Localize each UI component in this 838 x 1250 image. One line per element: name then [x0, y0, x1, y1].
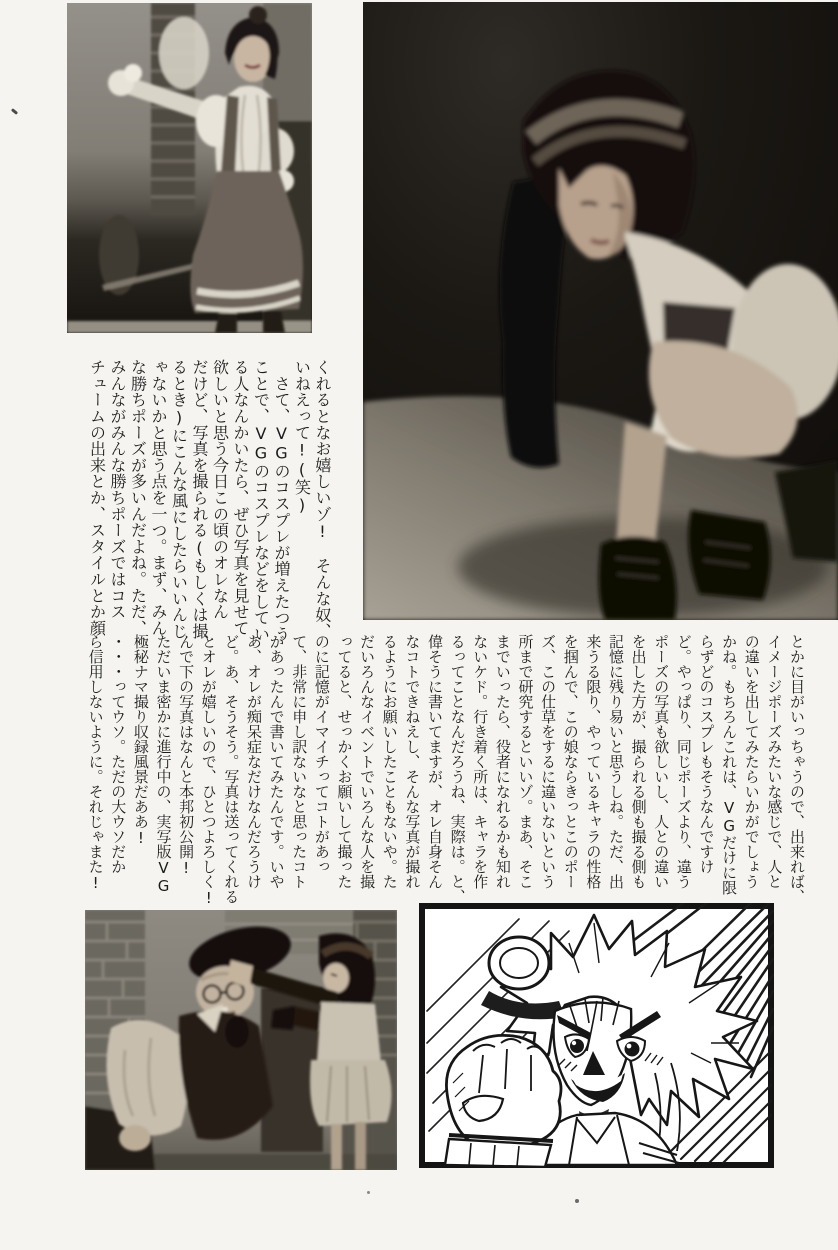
photo-comedy-chop [85, 910, 397, 1170]
text-column: ど。やっぱり、同じポーズより、違う [674, 634, 693, 889]
text-block-lower [80, 634, 804, 906]
text-column: 欲しいと思う今日この頃のオレなん [210, 359, 230, 620]
text-column: くれるとなお嬉しいゾ! そんな奴、 [313, 359, 332, 640]
text-column: イメージポーズみたいな感じで、人と [765, 634, 784, 889]
text-column: ・・・ってウソ。ただの大ウソだか [109, 634, 128, 874]
text-column: の違いを出してみたらいかがでしょう [742, 634, 761, 889]
text-block-upper [84, 359, 332, 643]
text-column: なコトできねえし、そんな写真が撮れ [403, 634, 422, 889]
photo-cosplayer-crouch-art [363, 2, 838, 620]
text-column: ゃないかと思う点を一つ。まず、みん [149, 359, 168, 637]
text-column: ズ、この仕草をするに違いないという [539, 634, 558, 889]
manga-panel [419, 903, 774, 1168]
text-column: ただいま密かに進行中の、実写版VG [154, 634, 173, 895]
photo-cosplayer-punch [67, 3, 312, 333]
text-column: だいろんなイベントでいろんな人を撮 [358, 634, 377, 889]
text-column: るってことなんだろうね、実際は。と、 [448, 634, 467, 904]
photo-cosplayer-crouch [363, 2, 838, 620]
scan-speck [11, 108, 18, 115]
text-column: とかに目がいっちゃうので、出来れば、 [788, 634, 806, 904]
text-column: ないケド。行き着く所は、キャラを作 [471, 634, 490, 889]
text-column: んで下の写真はなんと本邦初公開! [177, 634, 196, 877]
text-column: ら信用しないように。それじゃまた! [86, 634, 105, 892]
text-column: を掴んで、この娘ならきっとこのポー [561, 634, 580, 889]
text-column: 偉そうに書いてますが、オレ自身そん [426, 634, 444, 889]
scan-speck [367, 1191, 370, 1194]
text-column: る人なんかいたら、ぜひ写真を見せて [231, 359, 250, 637]
text-column: みんながみんな勝ちポーズではコス [108, 359, 127, 620]
text-column: 極秘ナマ撮り収録風景だああ! [131, 634, 150, 847]
text-column: 記憶に残り易いと思うしね。ただ、出 [607, 634, 625, 889]
text-column: あ、オレが痴呆症なだけなんだろうけ [245, 634, 263, 889]
text-column: さて、VGのコスプレが増えたつう [272, 359, 291, 643]
photo-cosplayer-punch-art [67, 3, 312, 333]
manga-panel-art [419, 903, 774, 1168]
photo-comedy-chop-art [85, 910, 397, 1170]
text-column: のに記憶がイマイチってコトがあっ [312, 634, 331, 874]
scan-speck [575, 1199, 579, 1203]
text-column: るようにお願いしたこともないや。た [380, 634, 399, 889]
text-column: とオレが嬉しいので、ひとつよろしく! [199, 634, 218, 907]
text-column: チュームの出来とか、スタイルとか顔 [87, 359, 107, 637]
text-column: て、非常に申し訳ないなと思ったコト [290, 634, 309, 889]
text-column: るとき)にこんな風にしたらいいんじ [169, 359, 189, 640]
text-column: 所まで研究するといいゾ。まあ、そこ [516, 634, 535, 889]
text-column: ってると、せっかくお願いして撮った [335, 634, 354, 889]
text-column: があったんで書いてみたんです。いや [267, 634, 286, 889]
text-column: 来うる限り、やっているキャラの性格 [584, 634, 603, 889]
text-column: な勝ちポーズが多いんだよね。ただ、 [128, 359, 148, 637]
text-column: を出した方が、撮られる側も撮る側も [629, 634, 648, 889]
text-column: かね。もちろんこれは、VGだけに限 [720, 634, 739, 895]
text-column: らずどのコスプレもそうなんですけ [697, 634, 716, 874]
text-column: だけど、写真を撮られる(もしくは撮 [190, 359, 209, 640]
text-column: いねえって!(笑) [292, 359, 312, 515]
text-column: ど。あ、そうそう。写真は送ってくれる [222, 634, 241, 904]
text-column: ポーズの写真も欲しいし、人との違い [652, 634, 671, 889]
text-column: ことで、VGのコスプレなどをしてい [251, 359, 271, 643]
text-column: までいったら、役者になれるかも知れ [493, 634, 512, 889]
